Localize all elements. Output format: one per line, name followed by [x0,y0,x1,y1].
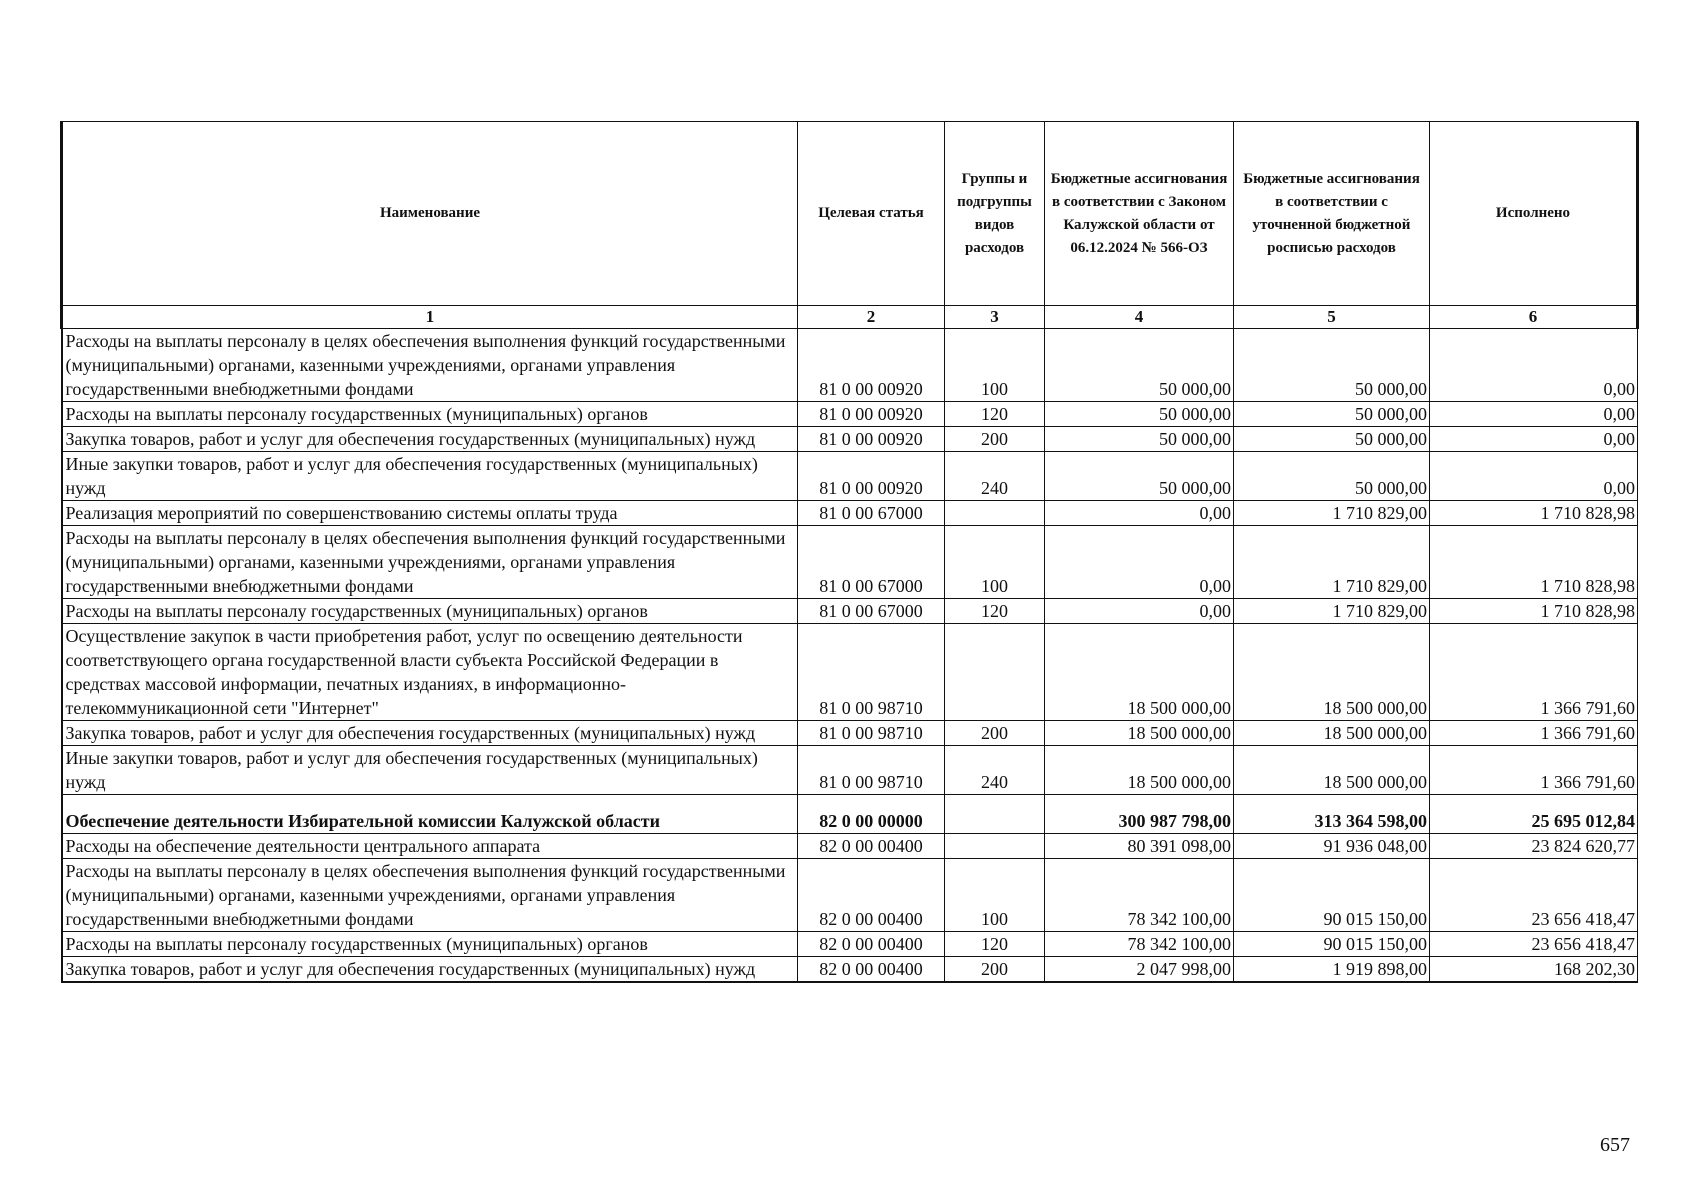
row-code-cell: 81 0 00 67000 [798,501,945,526]
row-law-amount-cell: 50 000,00 [1045,427,1234,452]
row-code-cell: 81 0 00 00920 [798,427,945,452]
row-group-cell: 120 [945,932,1045,957]
row-refined-amount-cell: 50 000,00 [1234,402,1430,427]
row-executed-cell: 0,00 [1430,452,1638,501]
row-law-amount-cell: 18 500 000,00 [1045,721,1234,746]
row-refined-amount-cell: 1 919 898,00 [1234,957,1430,983]
row-group-cell: 100 [945,859,1045,932]
table-row [62,795,1638,834]
row-name-cell: Иные закупки товаров, работ и услуг для обеспечения государственных (муниципальных) нужд [62,452,798,501]
row-code-cell: 81 0 00 98710 [798,746,945,795]
row-executed-cell: 1 710 828,98 [1430,501,1638,526]
row-group-cell: 200 [945,957,1045,983]
row-group-cell: 240 [945,746,1045,795]
row-name-cell: Расходы на выплаты персоналу в целях обеспечения выполнения функций государственными (муниципальными) органами, казенными учреждениями, органами управления государственными внебюджетными фондами [62,329,798,402]
row-law-amount-cell: 78 342 100,00 [1045,859,1234,932]
table-row [62,329,1638,402]
table-body [62,329,1638,983]
row-code-cell: 81 0 00 67000 [798,599,945,624]
row-refined-amount-cell: 50 000,00 [1234,452,1430,501]
column-number: 3 [945,306,1045,329]
row-executed-cell: 0,00 [1430,427,1638,452]
row-law-amount-cell: 18 500 000,00 [1045,624,1234,721]
row-executed-cell: 1 366 791,60 [1430,624,1638,721]
row-group-cell [945,795,1045,834]
table-row [62,834,1638,859]
row-refined-amount-cell: 91 936 048,00 [1234,834,1430,859]
row-refined-amount-cell: 18 500 000,00 [1234,624,1430,721]
row-code-cell: 82 0 00 00400 [798,957,945,983]
page-number: 657 [1600,1134,1630,1156]
row-code-cell: 81 0 00 98710 [798,624,945,721]
table-row [62,599,1638,624]
row-name-cell: Расходы на выплаты персоналу государственных (муниципальных) органов [62,402,798,427]
row-code-cell: 82 0 00 00400 [798,859,945,932]
row-law-amount-cell: 0,00 [1045,501,1234,526]
row-name-cell: Расходы на выплаты персоналу в целях обеспечения выполнения функций государственными (муниципальными) органами, казенными учреждениями, органами управления государственными внебюджетными фондами [62,859,798,932]
row-name-cell: Закупка товаров, работ и услуг для обеспечения государственных (муниципальных) нужд [62,957,798,983]
row-group-cell: 240 [945,452,1045,501]
row-executed-cell: 25 695 012,84 [1430,795,1638,834]
row-executed-cell: 23 656 418,47 [1430,932,1638,957]
row-group-cell: 200 [945,721,1045,746]
row-group-cell: 100 [945,329,1045,402]
row-law-amount-cell: 18 500 000,00 [1045,746,1234,795]
row-code-cell: 82 0 00 00400 [798,932,945,957]
row-law-amount-cell: 80 391 098,00 [1045,834,1234,859]
row-code-cell: 82 0 00 00400 [798,834,945,859]
row-name-cell: Реализация мероприятий по совершенствованию системы оплаты труда [62,501,798,526]
column-number: 5 [1234,306,1430,329]
header-name: Наименование [62,122,798,306]
row-refined-amount-cell: 90 015 150,00 [1234,859,1430,932]
row-refined-amount-cell: 1 710 829,00 [1234,526,1430,599]
row-name-cell: Закупка товаров, работ и услуг для обеспечения государственных (муниципальных) нужд [62,427,798,452]
row-refined-amount-cell: 313 364 598,00 [1234,795,1430,834]
row-code-cell: 81 0 00 00920 [798,402,945,427]
row-law-amount-cell: 2 047 998,00 [1045,957,1234,983]
column-number: 2 [798,306,945,329]
row-executed-cell: 0,00 [1430,402,1638,427]
row-name-cell: Расходы на выплаты персоналу государственных (муниципальных) органов [62,599,798,624]
row-executed-cell: 0,00 [1430,329,1638,402]
row-executed-cell: 168 202,30 [1430,957,1638,983]
row-name-cell: Иные закупки товаров, работ и услуг для обеспечения государственных (муниципальных) нужд [62,746,798,795]
row-name-cell: Расходы на выплаты персоналу государственных (муниципальных) органов [62,932,798,957]
table-row [62,721,1638,746]
row-executed-cell: 1 366 791,60 [1430,746,1638,795]
row-law-amount-cell: 300 987 798,00 [1045,795,1234,834]
column-number-row [62,306,1638,329]
header-code: Целевая статья [798,122,945,306]
row-group-cell [945,501,1045,526]
row-law-amount-cell: 50 000,00 [1045,402,1234,427]
row-group-cell: 120 [945,599,1045,624]
row-group-cell [945,834,1045,859]
header-law-amount: Бюджетные ассигнования в соответствии с Законом Калужской области от 06.12.2024 № 566-ОЗ [1045,122,1234,306]
row-law-amount-cell: 0,00 [1045,599,1234,624]
row-refined-amount-cell: 1 710 829,00 [1234,501,1430,526]
column-number: 4 [1045,306,1234,329]
column-number: 1 [62,306,798,329]
table-row [62,402,1638,427]
row-name-cell: Закупка товаров, работ и услуг для обеспечения государственных (муниципальных) нужд [62,721,798,746]
table-row [62,859,1638,932]
row-refined-amount-cell: 90 015 150,00 [1234,932,1430,957]
row-name-cell: Расходы на обеспечение деятельности центрального аппарата [62,834,798,859]
row-name-cell: Расходы на выплаты персоналу в целях обеспечения выполнения функций государственными (муниципальными) органами, казенными учреждениями, органами управления государственными внебюджетными фондами [62,526,798,599]
row-group-cell: 200 [945,427,1045,452]
header-row [62,122,1638,306]
row-refined-amount-cell: 50 000,00 [1234,329,1430,402]
header-executed: Исполнено [1430,122,1638,306]
row-executed-cell: 1 710 828,98 [1430,599,1638,624]
row-code-cell: 81 0 00 00920 [798,452,945,501]
table-row [62,427,1638,452]
table-row [62,501,1638,526]
table-row [62,526,1638,599]
row-law-amount-cell: 78 342 100,00 [1045,932,1234,957]
row-code-cell: 81 0 00 98710 [798,721,945,746]
row-law-amount-cell: 50 000,00 [1045,329,1234,402]
row-law-amount-cell: 50 000,00 [1045,452,1234,501]
table-row [62,624,1638,721]
row-code-cell: 81 0 00 67000 [798,526,945,599]
budget-sheet [60,121,1636,983]
budget-table [60,121,1639,983]
header-group: Группы и подгруппы видов расходов [945,122,1045,306]
row-law-amount-cell: 0,00 [1045,526,1234,599]
row-refined-amount-cell: 18 500 000,00 [1234,721,1430,746]
row-executed-cell: 1 366 791,60 [1430,721,1638,746]
row-executed-cell: 1 710 828,98 [1430,526,1638,599]
column-number: 6 [1430,306,1638,329]
row-executed-cell: 23 656 418,47 [1430,859,1638,932]
table-row [62,957,1638,983]
table-row [62,932,1638,957]
table-row [62,746,1638,795]
row-refined-amount-cell: 1 710 829,00 [1234,599,1430,624]
row-code-cell: 82 0 00 00000 [798,795,945,834]
header-refined-amount: Бюджетные ассигнования в соответствии с уточненной бюджетной росписью расходов [1234,122,1430,306]
row-group-cell: 120 [945,402,1045,427]
row-group-cell [945,624,1045,721]
row-refined-amount-cell: 18 500 000,00 [1234,746,1430,795]
row-refined-amount-cell: 50 000,00 [1234,427,1430,452]
row-code-cell: 81 0 00 00920 [798,329,945,402]
row-executed-cell: 23 824 620,77 [1430,834,1638,859]
row-name-cell: Осуществление закупок в части приобретения работ, услуг по освещению деятельности соответствующего органа государственной власти субъекта Российской Федерации в средствах массовой информации, печатных изданиях, в информационно-телекоммуникационной сети "Интернет" [62,624,798,721]
row-name-cell: Обеспечение деятельности Избирательной комиссии Калужской области [62,795,798,834]
row-group-cell: 100 [945,526,1045,599]
table-row [62,452,1638,501]
